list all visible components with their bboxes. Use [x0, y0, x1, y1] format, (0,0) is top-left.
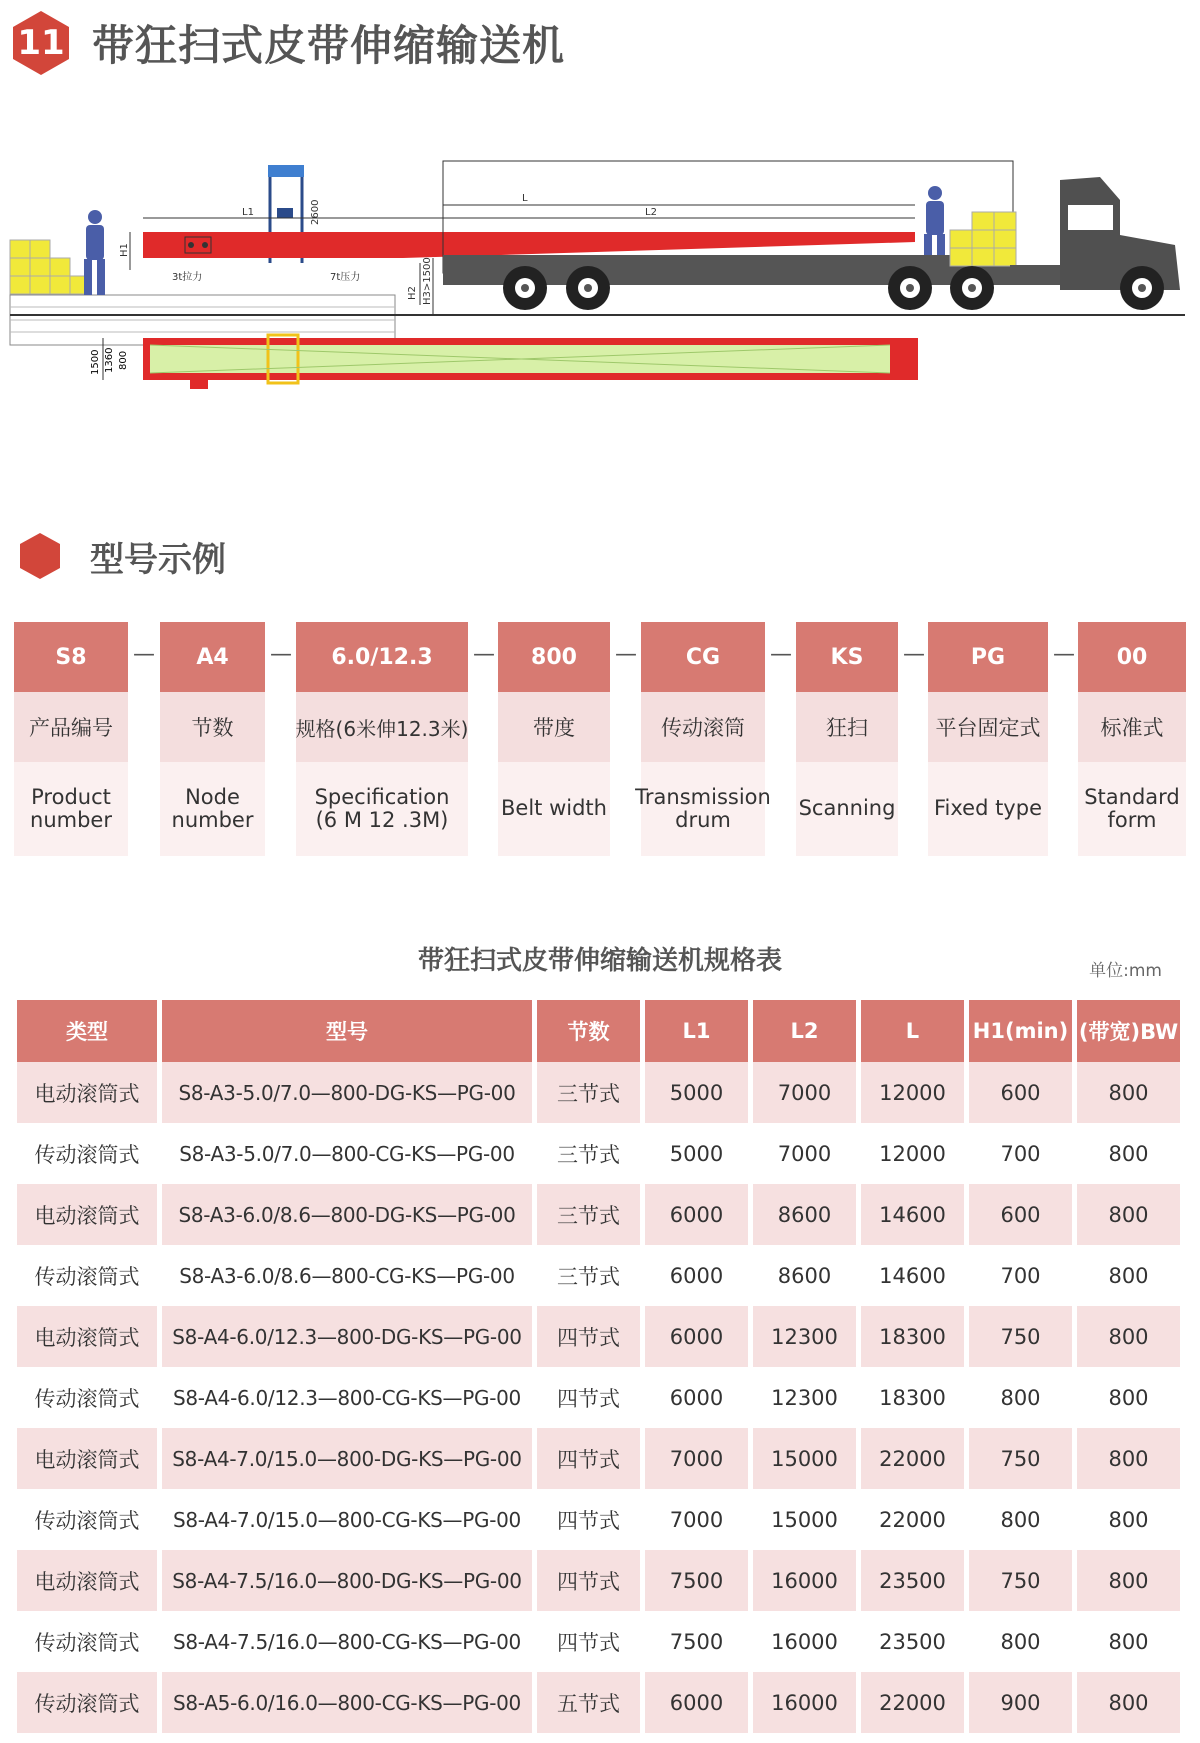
model-cn: 节数 — [160, 692, 265, 762]
unit-label: 单位:mm — [1089, 961, 1162, 981]
table-cell: 800 — [969, 1489, 1072, 1550]
worker-left-icon — [84, 210, 105, 295]
label-H1: H1 — [119, 243, 130, 257]
table-row — [17, 1245, 1180, 1306]
conveyor-diagram — [0, 145, 1200, 445]
table-cell: 800 — [1077, 1611, 1180, 1672]
table-cell: 三节式 — [537, 1245, 640, 1306]
table-cell: 7000 — [753, 1062, 856, 1123]
model-item — [1078, 622, 1186, 856]
col-header: L2 — [753, 1000, 856, 1062]
col-header: 类型 — [17, 1000, 157, 1062]
model-en: Belt width — [498, 762, 610, 856]
model-item — [796, 622, 898, 856]
table-cell: 800 — [1077, 1184, 1180, 1245]
model-en: Product number — [14, 762, 128, 856]
table-cell: 22000 — [861, 1672, 964, 1733]
table-cell: 电动滚筒式 — [17, 1184, 157, 1245]
label-L2: L2 — [645, 207, 657, 218]
table-cell: 900 — [969, 1672, 1072, 1733]
model-cn: 标准式 — [1078, 692, 1186, 762]
table-cell: 800 — [1077, 1489, 1180, 1550]
table-cell: 14600 — [861, 1184, 964, 1245]
table-cell: S8-A3-5.0/7.0—800-DG-KS—PG-00 — [162, 1062, 532, 1123]
table-cell: S8-A4-7.5/16.0—800-CG-KS—PG-00 — [162, 1611, 532, 1672]
separator: — — [133, 642, 155, 667]
model-code: KS — [796, 622, 898, 692]
table-cell: 5000 — [645, 1062, 748, 1123]
table-cell: 7000 — [645, 1489, 748, 1550]
table-cell: 23500 — [861, 1611, 964, 1672]
table-cell: 6000 — [645, 1306, 748, 1367]
section-number: 11 — [17, 23, 65, 63]
model-en: Scanning — [796, 762, 898, 856]
table-cell: 700 — [969, 1123, 1072, 1184]
table-cell: 800 — [1077, 1306, 1180, 1367]
table-row — [17, 1184, 1180, 1245]
table-cell: 800 — [1077, 1245, 1180, 1306]
table-cell: 18300 — [861, 1367, 964, 1428]
table-cell: 五节式 — [537, 1672, 640, 1733]
table-cell: S8-A4-7.5/16.0—800-DG-KS—PG-00 — [162, 1550, 532, 1611]
conveyor-side-view — [143, 232, 915, 258]
model-cn: 平台固定式 — [928, 692, 1048, 762]
model-item — [296, 622, 468, 856]
table-cell: 700 — [969, 1245, 1072, 1306]
col-header: 型号 — [162, 1000, 532, 1062]
model-code: A4 — [160, 622, 265, 692]
table-cell: S8-A4-6.0/12.3—800-DG-KS—PG-00 — [162, 1306, 532, 1367]
table-cell: 22000 — [861, 1489, 964, 1550]
model-code-breakdown — [0, 622, 1200, 862]
table-header-row — [17, 1000, 1180, 1062]
table-cell: 16000 — [753, 1672, 856, 1733]
table-cell: 四节式 — [537, 1550, 640, 1611]
table-cell: 传动滚筒式 — [17, 1672, 157, 1733]
label-H3: H3>1500 — [422, 257, 433, 305]
label-L: L — [522, 193, 528, 204]
model-item — [14, 622, 128, 856]
table-cell: 14600 — [861, 1245, 964, 1306]
separator: — — [903, 642, 925, 667]
table-cell: 电动滚筒式 — [17, 1306, 157, 1367]
table-cell: S8-A3-6.0/8.6—800-DG-KS—PG-00 — [162, 1184, 532, 1245]
table-cell: 四节式 — [537, 1306, 640, 1367]
table-row — [17, 1367, 1180, 1428]
table-cell: 6000 — [645, 1184, 748, 1245]
section-number-badge — [10, 9, 72, 77]
model-cn: 狂扫 — [796, 692, 898, 762]
table-cell: 7500 — [645, 1611, 748, 1672]
table-cell: 三节式 — [537, 1123, 640, 1184]
label-1360: 1360 — [104, 347, 115, 373]
table-cell: 600 — [969, 1184, 1072, 1245]
separator: — — [270, 642, 292, 667]
model-en: Transmission drum — [641, 762, 765, 856]
table-row — [17, 1672, 1180, 1733]
table-cell: 23500 — [861, 1550, 964, 1611]
model-code: 800 — [498, 622, 610, 692]
table-cell: 800 — [969, 1367, 1072, 1428]
table-row — [17, 1489, 1180, 1550]
table-cell: 电动滚筒式 — [17, 1428, 157, 1489]
table-cell: 800 — [1077, 1123, 1180, 1184]
table-cell: S8-A5-6.0/16.0—800-CG-KS—PG-00 — [162, 1672, 532, 1733]
table-cell: S8-A4-7.0/15.0—800-DG-KS—PG-00 — [162, 1428, 532, 1489]
col-header: L — [861, 1000, 964, 1062]
table-cell: 8600 — [753, 1245, 856, 1306]
table-cell: 800 — [1077, 1428, 1180, 1489]
separator: — — [1053, 642, 1075, 667]
table-cell: 传动滚筒式 — [17, 1489, 157, 1550]
table-cell: 5000 — [645, 1123, 748, 1184]
model-en: Specification (6 M 12 .3M) — [296, 762, 468, 856]
model-en: Node number — [160, 762, 265, 856]
table-cell: 15000 — [753, 1489, 856, 1550]
col-header: L1 — [645, 1000, 748, 1062]
table-cell: 四节式 — [537, 1428, 640, 1489]
label-L1: L1 — [242, 207, 254, 218]
table-cell: 800 — [1077, 1367, 1180, 1428]
table-cell: 8600 — [753, 1184, 856, 1245]
model-code: S8 — [14, 622, 128, 692]
table-cell: 800 — [1077, 1672, 1180, 1733]
table-cell: 四节式 — [537, 1367, 640, 1428]
table-cell: 传动滚筒式 — [17, 1611, 157, 1672]
model-code: CG — [641, 622, 765, 692]
separator: — — [615, 642, 637, 667]
model-item — [498, 622, 610, 856]
table-row — [17, 1062, 1180, 1123]
col-header: 节数 — [537, 1000, 640, 1062]
model-item — [928, 622, 1048, 856]
table-cell: 750 — [969, 1550, 1072, 1611]
table-cell: 800 — [1077, 1062, 1180, 1123]
table-cell: S8-A4-6.0/12.3—800-CG-KS—PG-00 — [162, 1367, 532, 1428]
hexagon-icon — [18, 532, 62, 580]
table-cell: 12000 — [861, 1062, 964, 1123]
separator: — — [770, 642, 792, 667]
table-cell: S8-A3-5.0/7.0—800-CG-KS—PG-00 — [162, 1123, 532, 1184]
table-row — [17, 1306, 1180, 1367]
model-cn: 产品编号 — [14, 692, 128, 762]
table-row — [17, 1428, 1180, 1489]
model-cn: 带度 — [498, 692, 610, 762]
table-cell: 传动滚筒式 — [17, 1123, 157, 1184]
loading-platform — [10, 295, 395, 345]
table-cell: 7000 — [645, 1428, 748, 1489]
label-H2: H2 — [407, 286, 418, 300]
table-cell: 600 — [969, 1062, 1072, 1123]
table-body — [17, 1062, 1180, 1733]
table-cell: S8-A3-6.0/8.6—800-CG-KS—PG-00 — [162, 1245, 532, 1306]
table-cell: 16000 — [753, 1611, 856, 1672]
table-cell: 12300 — [753, 1306, 856, 1367]
table-cell: 7500 — [645, 1550, 748, 1611]
table-title: 带狂扫式皮带伸缩输送机规格表 — [417, 946, 782, 976]
model-en: Fixed type — [928, 762, 1048, 856]
table-row — [17, 1611, 1180, 1672]
table-cell: 12300 — [753, 1367, 856, 1428]
model-cn: 规格(6米伸12.3米) — [296, 692, 468, 762]
cargo-boxes-left — [10, 240, 90, 294]
spec-table — [12, 1000, 1185, 1733]
page-header — [10, 8, 565, 78]
model-item — [160, 622, 265, 856]
section-model-example — [18, 528, 226, 584]
label-800: 800 — [118, 350, 129, 370]
table-cell: 800 — [1077, 1550, 1180, 1611]
section-title: 型号示例 — [90, 539, 226, 580]
table-cell: 6000 — [645, 1672, 748, 1733]
col-header: (带宽)BW — [1077, 1000, 1180, 1062]
table-cell: S8-A4-7.0/15.0—800-CG-KS—PG-00 — [162, 1489, 532, 1550]
table-cell: 12000 — [861, 1123, 964, 1184]
label-1500: 1500 — [90, 349, 101, 375]
table-cell: 电动滚筒式 — [17, 1550, 157, 1611]
col-header: H1(min) — [969, 1000, 1072, 1062]
label-2600: 2600 — [310, 199, 321, 225]
table-cell: 16000 — [753, 1550, 856, 1611]
label-pull: 3t拉力 — [172, 272, 203, 283]
model-en: Standard form — [1078, 762, 1186, 856]
conveyor-top-view — [90, 335, 918, 389]
separator: — — [473, 642, 495, 667]
model-cn: 传动滚筒 — [641, 692, 765, 762]
table-cell: 750 — [969, 1428, 1072, 1489]
table-row — [17, 1123, 1180, 1184]
table-cell: 22000 — [861, 1428, 964, 1489]
table-cell: 四节式 — [537, 1489, 640, 1550]
model-code: 6.0/12.3 — [296, 622, 468, 692]
table-cell: 传动滚筒式 — [17, 1245, 157, 1306]
table-row — [17, 1550, 1180, 1611]
table-cell: 传动滚筒式 — [17, 1367, 157, 1428]
table-cell: 三节式 — [537, 1184, 640, 1245]
model-item — [635, 622, 771, 856]
table-cell: 6000 — [645, 1245, 748, 1306]
table-cell: 750 — [969, 1306, 1072, 1367]
table-cell: 15000 — [753, 1428, 856, 1489]
label-press: 7t压力 — [330, 272, 361, 283]
model-code: PG — [928, 622, 1048, 692]
model-code: 00 — [1078, 622, 1186, 692]
table-cell: 四节式 — [537, 1611, 640, 1672]
table-cell: 18300 — [861, 1306, 964, 1367]
table-cell: 800 — [969, 1611, 1072, 1672]
page-title: 带狂扫式皮带伸缩输送机 — [92, 21, 566, 70]
table-cell: 电动滚筒式 — [17, 1062, 157, 1123]
table-cell: 三节式 — [537, 1062, 640, 1123]
table-cell: 7000 — [753, 1123, 856, 1184]
table-cell: 6000 — [645, 1367, 748, 1428]
